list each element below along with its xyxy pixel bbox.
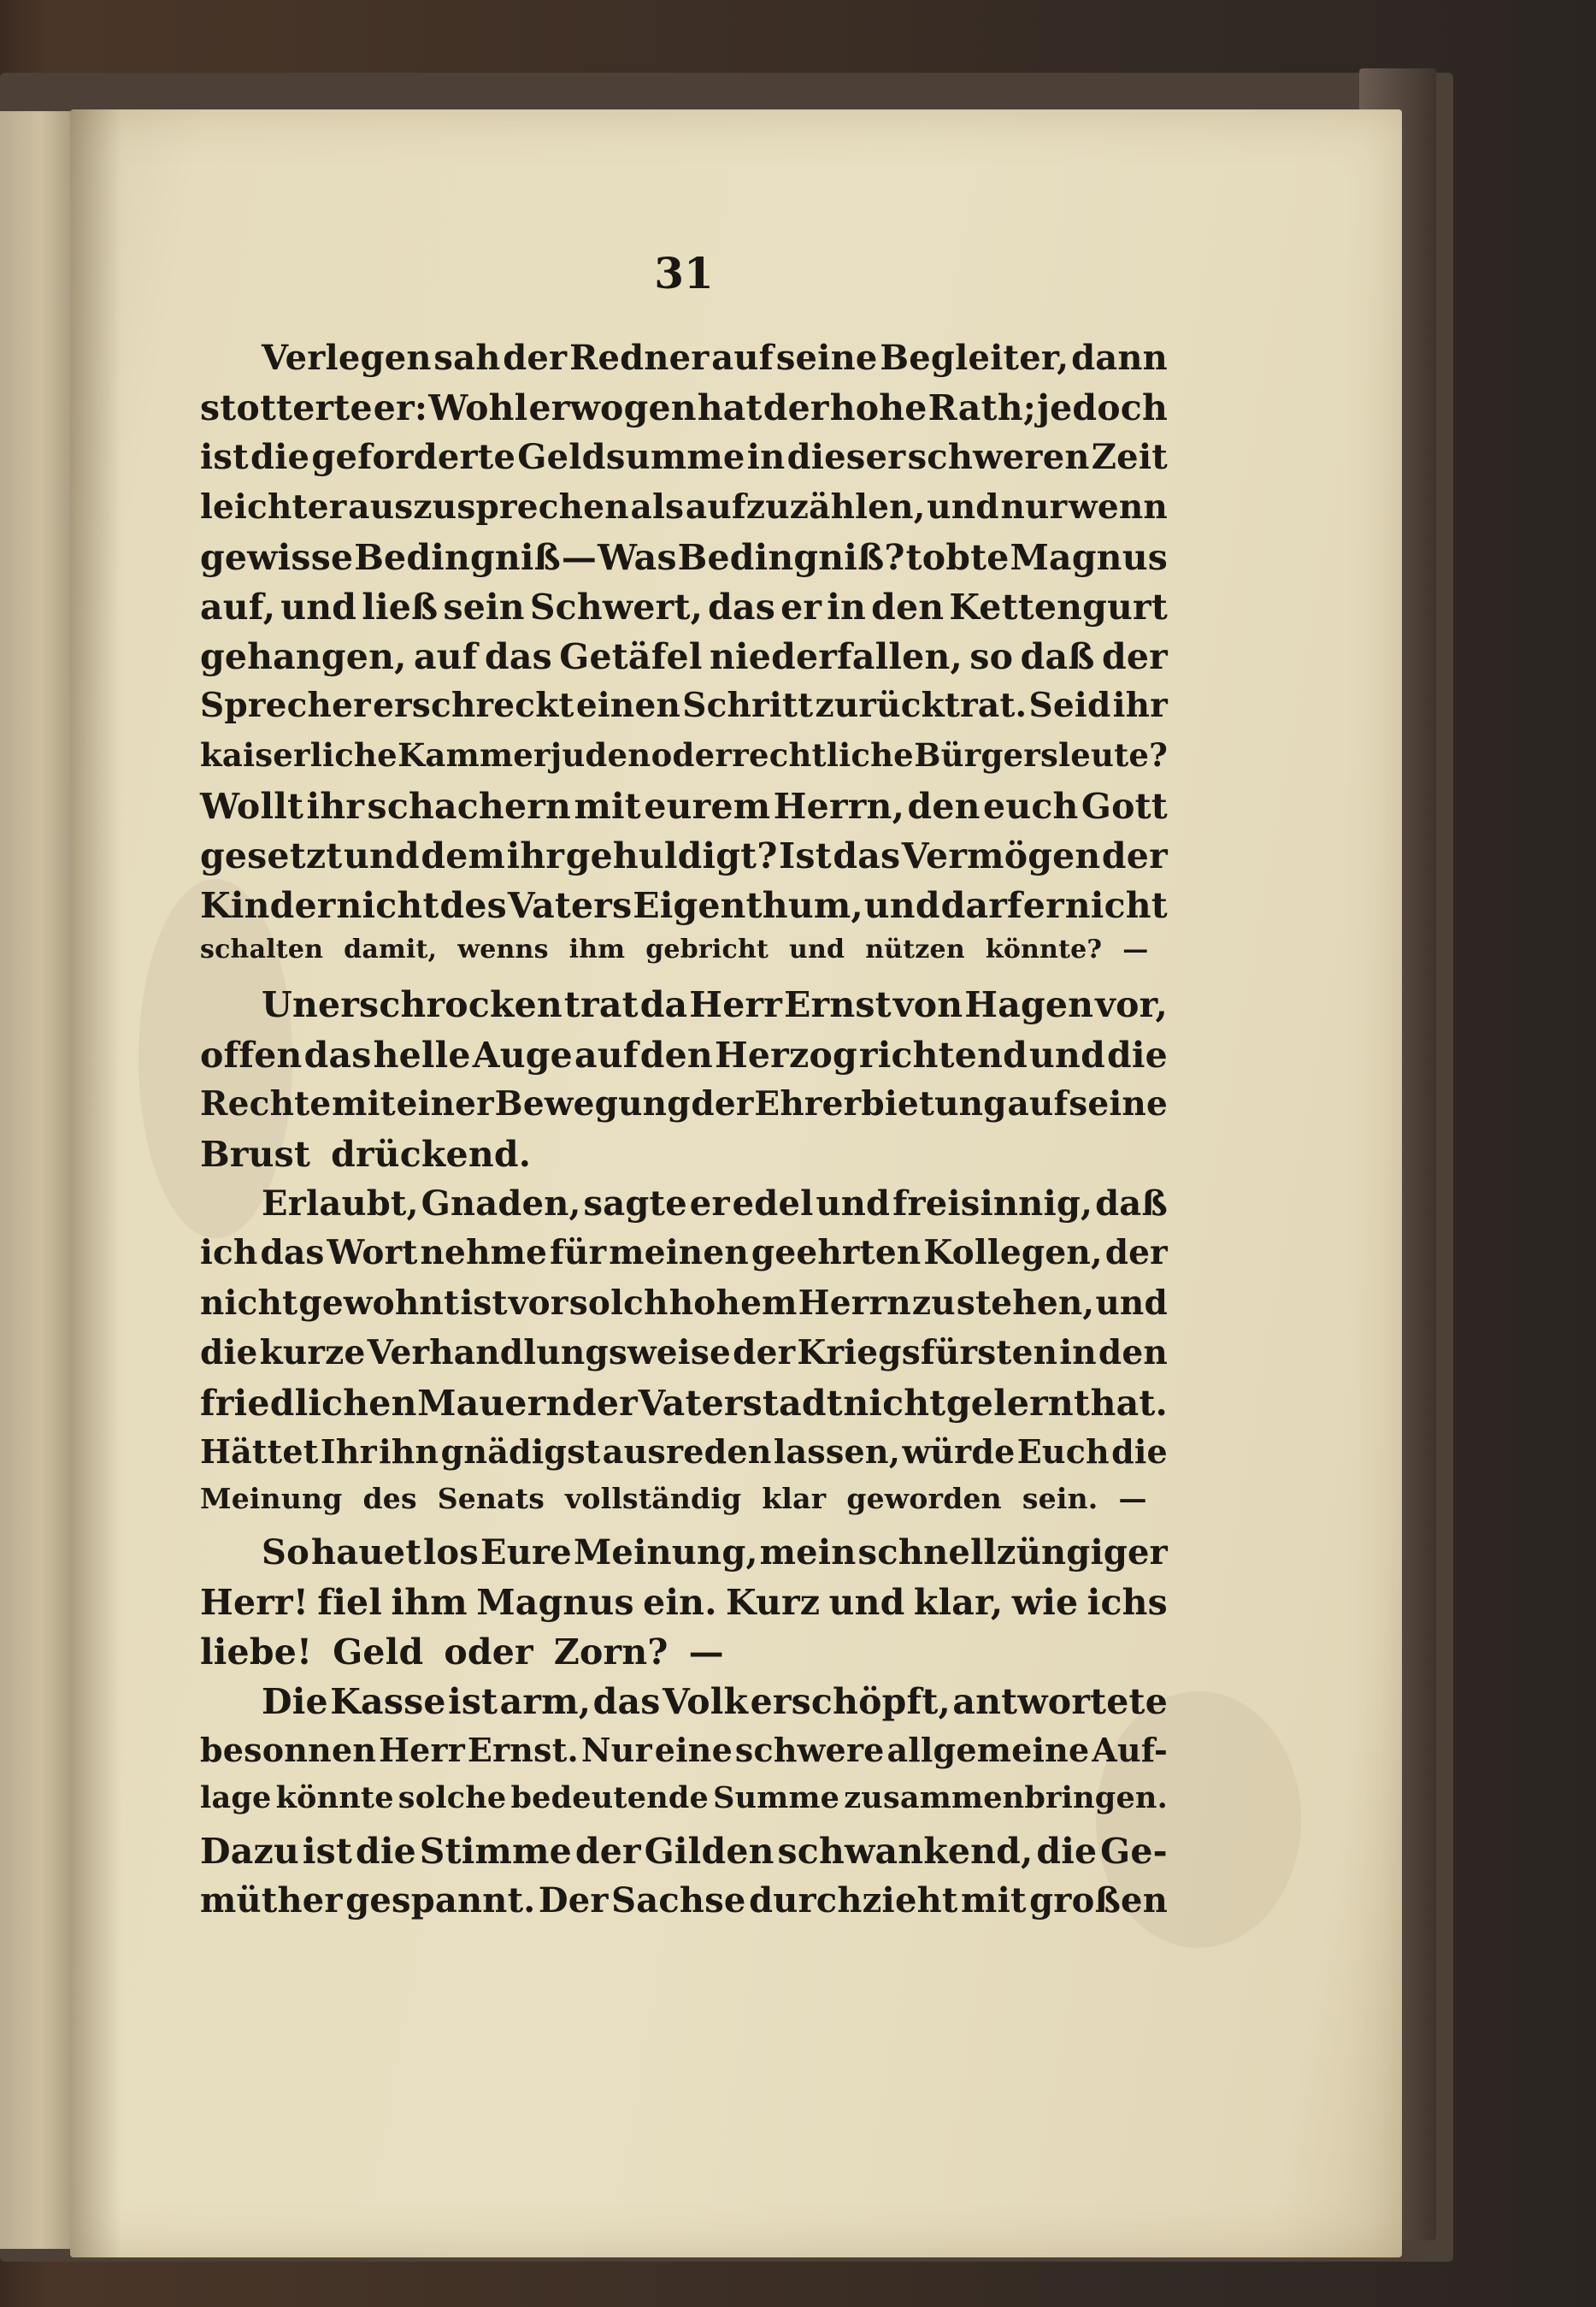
word: das xyxy=(592,1681,661,1723)
word: gehangen, xyxy=(200,636,407,678)
word: ihr xyxy=(506,835,565,876)
word: und xyxy=(816,1183,891,1224)
word: hohe xyxy=(829,387,928,429)
word: fiel xyxy=(317,1581,383,1623)
word: der xyxy=(1101,636,1168,678)
word: nicht xyxy=(336,885,439,927)
word: sein xyxy=(443,586,525,628)
word: daß xyxy=(1095,1183,1168,1224)
word: lage xyxy=(200,1780,272,1816)
page-number: 31 xyxy=(654,248,714,298)
word: Brust xyxy=(200,1134,311,1175)
word: — xyxy=(1118,1482,1147,1516)
word: antwortete xyxy=(952,1681,1168,1723)
text-line xyxy=(200,1233,1168,1283)
word: euch xyxy=(983,785,1079,827)
text-line xyxy=(200,1681,1168,1731)
word: Geldsumme xyxy=(517,437,745,478)
word: die xyxy=(1111,1432,1168,1472)
word: meinen xyxy=(609,1233,749,1273)
word: nur xyxy=(1000,487,1068,527)
word: erschreckt xyxy=(373,686,574,726)
word: wie xyxy=(1011,1581,1079,1623)
body-text xyxy=(200,338,1168,1930)
text-line xyxy=(200,1880,1168,1930)
text-line xyxy=(200,387,1168,437)
word: Euch xyxy=(1016,1432,1110,1472)
word: ihm xyxy=(391,1581,468,1623)
text-line xyxy=(200,1134,1168,1183)
word: den xyxy=(871,586,945,628)
word: müther xyxy=(200,1879,343,1921)
word: auszusprechen xyxy=(348,487,629,527)
word: gnädigst xyxy=(440,1432,601,1472)
word: und xyxy=(343,835,420,876)
word: Gnaden, xyxy=(421,1183,581,1224)
word: Hagen xyxy=(964,984,1094,1026)
word: geehrten xyxy=(751,1233,922,1273)
text-line xyxy=(200,1084,1168,1134)
word: Schwert, xyxy=(529,586,704,628)
word: Redner xyxy=(569,338,710,378)
text-line xyxy=(200,686,1168,735)
word: Der xyxy=(538,1879,609,1921)
word: dem xyxy=(421,835,506,876)
word: gespannt. xyxy=(345,1879,536,1921)
word: da xyxy=(639,984,688,1026)
word: zu xyxy=(911,1283,956,1323)
text-line xyxy=(200,1183,1168,1233)
word: Kettengurt xyxy=(949,586,1168,628)
word: sein. xyxy=(1022,1482,1098,1516)
word: mit xyxy=(574,785,641,827)
word: helle xyxy=(373,1034,471,1076)
word: schnellzüngiger xyxy=(857,1531,1168,1572)
word: Ihr xyxy=(320,1432,377,1472)
text-line xyxy=(200,1283,1168,1333)
word: der xyxy=(572,1382,638,1424)
word: auf xyxy=(1007,1083,1069,1124)
text-line xyxy=(200,935,1168,984)
word: mit xyxy=(961,1879,1027,1921)
word: für xyxy=(550,1233,607,1273)
word: Meinung xyxy=(200,1482,343,1516)
word: durchzieht xyxy=(749,1879,958,1921)
word: gelernt xyxy=(945,1382,1091,1424)
word: ausreden xyxy=(602,1432,772,1472)
word: Begleiter, xyxy=(880,338,1069,378)
word: Herr! xyxy=(200,1581,309,1623)
word: kaiserliche xyxy=(200,735,398,774)
word: Ge- xyxy=(1100,1830,1168,1872)
word: Kinder xyxy=(200,885,336,927)
word: leichter xyxy=(200,487,347,527)
word: tobte xyxy=(905,536,1010,578)
word: arm, xyxy=(499,1681,592,1723)
word: eurem xyxy=(644,785,771,827)
word: nicht xyxy=(1064,885,1168,927)
text-line xyxy=(200,1482,1168,1531)
word: auf xyxy=(413,636,478,678)
word: und xyxy=(828,1581,905,1623)
word: ist xyxy=(448,1681,498,1723)
word: und xyxy=(863,885,940,927)
word: er xyxy=(689,1183,730,1224)
word: — xyxy=(561,536,598,578)
word: sagte xyxy=(583,1183,687,1224)
word: Stimme xyxy=(419,1830,572,1872)
word: Bedingniß? xyxy=(677,536,905,578)
word: mit xyxy=(332,1083,396,1124)
text-line xyxy=(200,587,1168,636)
word: Geld xyxy=(333,1631,424,1673)
word: könnte xyxy=(275,1780,394,1816)
word: auf xyxy=(711,338,774,378)
word: liebe! xyxy=(200,1631,313,1673)
word: die xyxy=(1036,1830,1098,1872)
word: ihr xyxy=(306,785,365,827)
word: und xyxy=(1029,1034,1105,1076)
text-line xyxy=(200,736,1168,786)
word: Bürgersleute? xyxy=(914,735,1168,774)
word: Dazu xyxy=(200,1830,300,1872)
word: oder xyxy=(444,1631,533,1673)
word: Erlaubt, xyxy=(262,1183,419,1224)
word: richtend xyxy=(858,1034,1028,1076)
word: besonnen xyxy=(200,1731,377,1770)
word: Verlegen xyxy=(262,338,432,378)
word: einer xyxy=(396,1083,494,1124)
text-line xyxy=(200,885,1168,935)
word: hat. xyxy=(1090,1382,1168,1424)
word: Schritt xyxy=(682,686,814,726)
text-line xyxy=(200,984,1168,1034)
word: damit, xyxy=(344,935,438,965)
text-line xyxy=(200,1780,1168,1830)
word: Auf- xyxy=(1092,1731,1168,1770)
word: zusammenbringen. xyxy=(844,1780,1168,1816)
word: Bedingniß xyxy=(354,536,561,578)
word: Gilden xyxy=(644,1830,774,1872)
word: dieser xyxy=(786,437,906,478)
word: auf, xyxy=(200,586,276,628)
word: Was xyxy=(598,536,677,578)
text-line xyxy=(200,487,1168,537)
word: so xyxy=(969,636,1014,678)
word: Ehrerbietung xyxy=(754,1083,1007,1124)
word: hat xyxy=(697,387,763,429)
word: hauet xyxy=(310,1531,421,1572)
word: Ernst. xyxy=(467,1731,579,1770)
word: die xyxy=(250,437,310,478)
word: aufzuzählen, xyxy=(685,487,926,527)
word: der xyxy=(763,387,829,429)
word: nicht xyxy=(200,1283,298,1323)
word: dann xyxy=(1071,338,1168,378)
word: Magnus xyxy=(1010,536,1168,578)
text-line xyxy=(200,537,1168,587)
word: gebricht xyxy=(645,935,769,965)
text-line xyxy=(200,1432,1168,1482)
word: den xyxy=(639,1034,713,1076)
word: vor xyxy=(508,1283,568,1323)
word: seine xyxy=(775,338,878,378)
word: Sprecher xyxy=(200,686,371,726)
word: ließ xyxy=(362,586,439,628)
word: der xyxy=(574,1830,641,1872)
word: als xyxy=(630,487,685,527)
word: Meinung, xyxy=(573,1531,758,1572)
word: Kollegen, xyxy=(923,1233,1103,1273)
word: jedoch xyxy=(1037,387,1168,429)
word: trat xyxy=(563,984,639,1026)
facing-page-edge xyxy=(0,111,75,2249)
word: friedlichen xyxy=(200,1382,417,1424)
text-line xyxy=(200,338,1168,387)
text-line xyxy=(200,1831,1168,1880)
word: niederfallen, xyxy=(710,636,963,678)
word: ist xyxy=(302,1830,353,1872)
word: solche xyxy=(398,1780,507,1816)
word: Vaterstadt xyxy=(638,1382,843,1424)
text-line xyxy=(200,1383,1168,1432)
word: den xyxy=(1098,1332,1168,1372)
text-line xyxy=(200,1532,1168,1582)
word: er xyxy=(780,586,822,628)
word: daß xyxy=(1020,636,1095,678)
word: das xyxy=(708,586,776,628)
word: könnte? xyxy=(985,935,1103,965)
word: Sachse xyxy=(611,1879,746,1921)
word: nicht xyxy=(843,1382,946,1424)
word: freisinnig, xyxy=(892,1183,1093,1224)
text-line xyxy=(200,437,1168,487)
word: gewohnt xyxy=(298,1283,460,1323)
word: stotterte xyxy=(200,387,373,429)
word: Verhandlungsweise xyxy=(367,1332,731,1372)
word: das xyxy=(303,1034,372,1076)
word: klar, xyxy=(913,1581,1004,1623)
word: oder xyxy=(651,735,733,774)
word: der xyxy=(503,338,568,378)
word: Kammerjuden xyxy=(398,735,651,774)
word: er xyxy=(1022,885,1064,927)
word: Herrn, xyxy=(773,785,905,827)
word: drückend. xyxy=(331,1134,532,1175)
word: schweren xyxy=(907,437,1090,478)
word: ichs xyxy=(1087,1581,1168,1623)
word: die xyxy=(200,1332,258,1372)
word: vor, xyxy=(1095,984,1168,1026)
word: einen xyxy=(575,686,681,726)
word: solch xyxy=(568,1283,668,1323)
word: Summe xyxy=(713,1780,840,1816)
word: Wollt xyxy=(200,785,304,827)
word: ist xyxy=(200,437,249,478)
text-line xyxy=(200,1631,1168,1681)
word: Volk xyxy=(662,1681,749,1723)
word: ein. xyxy=(643,1581,717,1623)
word: ihr xyxy=(1112,686,1168,726)
word: Kurz xyxy=(726,1581,821,1623)
word: auf xyxy=(574,1034,639,1076)
word: Vermögen xyxy=(901,835,1101,876)
word: darf xyxy=(940,885,1022,927)
word: Zeit xyxy=(1091,437,1168,478)
word: stehen, xyxy=(956,1283,1095,1323)
word: Bewegung xyxy=(494,1083,691,1124)
word: Kriegsfürsten xyxy=(797,1332,1058,1372)
word: wenns xyxy=(457,935,549,965)
word: offen xyxy=(200,1034,303,1076)
text-line xyxy=(200,636,1168,686)
word: in xyxy=(1059,1332,1097,1372)
word: der xyxy=(1101,835,1168,876)
word: Rechte xyxy=(200,1083,332,1124)
word: hohem xyxy=(668,1283,798,1323)
word: den xyxy=(907,785,981,827)
word: ihm xyxy=(568,935,626,965)
word: der xyxy=(733,1332,796,1372)
word: das xyxy=(484,636,552,678)
word: klar xyxy=(762,1482,827,1516)
word: er: xyxy=(373,387,428,429)
text-line xyxy=(200,1731,1168,1780)
text-line xyxy=(200,1035,1168,1084)
word: nützen xyxy=(865,935,965,965)
word: nehme xyxy=(420,1233,548,1273)
word: Eure xyxy=(480,1531,572,1572)
word: Herr xyxy=(379,1731,465,1770)
word: gesetzt xyxy=(200,835,343,876)
word: Seid xyxy=(1028,686,1111,726)
word: Vaters xyxy=(507,885,633,927)
word: das xyxy=(833,835,901,876)
text-line xyxy=(200,786,1168,835)
word: Herrn xyxy=(798,1283,911,1323)
gutter-shadow xyxy=(70,109,121,2257)
word: seine xyxy=(1069,1083,1168,1124)
word: und xyxy=(927,487,999,527)
text-line xyxy=(200,1333,1168,1383)
word: Nur xyxy=(580,1731,652,1770)
word: mein xyxy=(759,1531,857,1572)
word: des xyxy=(439,885,507,927)
word: ihn xyxy=(379,1432,439,1472)
word: lassen, xyxy=(773,1432,901,1472)
word: Hättet xyxy=(200,1432,319,1472)
word: allgemeine xyxy=(886,1731,1090,1770)
word: rechtliche xyxy=(732,735,914,774)
word: Wohl xyxy=(428,387,528,429)
word: los xyxy=(423,1531,480,1572)
word: Ist xyxy=(779,835,832,876)
word: — xyxy=(688,1631,724,1673)
word: von xyxy=(892,984,963,1026)
word: Unerschrocken xyxy=(262,984,562,1026)
word: gewisse xyxy=(200,536,354,578)
word: Eigenthum, xyxy=(633,885,863,927)
word: geworden xyxy=(846,1482,1002,1516)
word: des xyxy=(362,1482,417,1516)
word: ist xyxy=(460,1283,508,1323)
word: zurücktrat. xyxy=(815,686,1028,726)
word: erwogen xyxy=(528,387,697,429)
word: vollständig xyxy=(565,1482,742,1516)
word: in xyxy=(827,586,867,628)
text-line xyxy=(200,1582,1168,1631)
word: edel xyxy=(732,1183,814,1224)
word: würde xyxy=(902,1432,1016,1472)
text-line xyxy=(200,835,1168,885)
word: schalten xyxy=(200,935,324,965)
word: Ernst xyxy=(784,984,892,1026)
word: — xyxy=(1122,935,1149,965)
word: gehuldigt? xyxy=(565,835,778,876)
word: der xyxy=(691,1083,754,1124)
word: die xyxy=(355,1830,416,1872)
word: Gott xyxy=(1081,785,1168,827)
word: und xyxy=(789,935,845,965)
word: schwankend, xyxy=(777,1830,1034,1872)
word: Wort xyxy=(327,1233,418,1273)
word: schachern xyxy=(367,785,572,827)
word: Getäfel xyxy=(559,636,703,678)
word: das xyxy=(260,1233,325,1273)
word: So xyxy=(262,1531,309,1572)
word: die xyxy=(1107,1034,1168,1076)
word: schwere xyxy=(734,1731,885,1770)
word: kurze xyxy=(259,1332,366,1372)
word: in xyxy=(746,437,786,478)
word: Zorn? xyxy=(553,1631,668,1673)
word: Kasse xyxy=(330,1681,446,1723)
word: Magnus xyxy=(476,1581,634,1623)
word: geforderte xyxy=(311,437,516,478)
word: sah xyxy=(433,338,501,378)
word: ich xyxy=(200,1233,258,1273)
word: und xyxy=(1095,1283,1168,1323)
word: Herzog xyxy=(714,1034,857,1076)
word: erschöpft, xyxy=(750,1681,951,1723)
word: großen xyxy=(1029,1879,1168,1921)
word: wenn xyxy=(1069,487,1168,527)
word: und xyxy=(280,586,357,628)
word: Rath; xyxy=(928,387,1037,429)
word: Mauern xyxy=(417,1382,572,1424)
word: Die xyxy=(262,1681,328,1723)
word: der xyxy=(1104,1233,1168,1273)
word: Auge xyxy=(472,1034,573,1076)
word: Senats xyxy=(437,1482,545,1516)
word: Herr xyxy=(689,984,783,1026)
word: bedeutende xyxy=(510,1780,710,1816)
word: eine xyxy=(654,1731,733,1770)
